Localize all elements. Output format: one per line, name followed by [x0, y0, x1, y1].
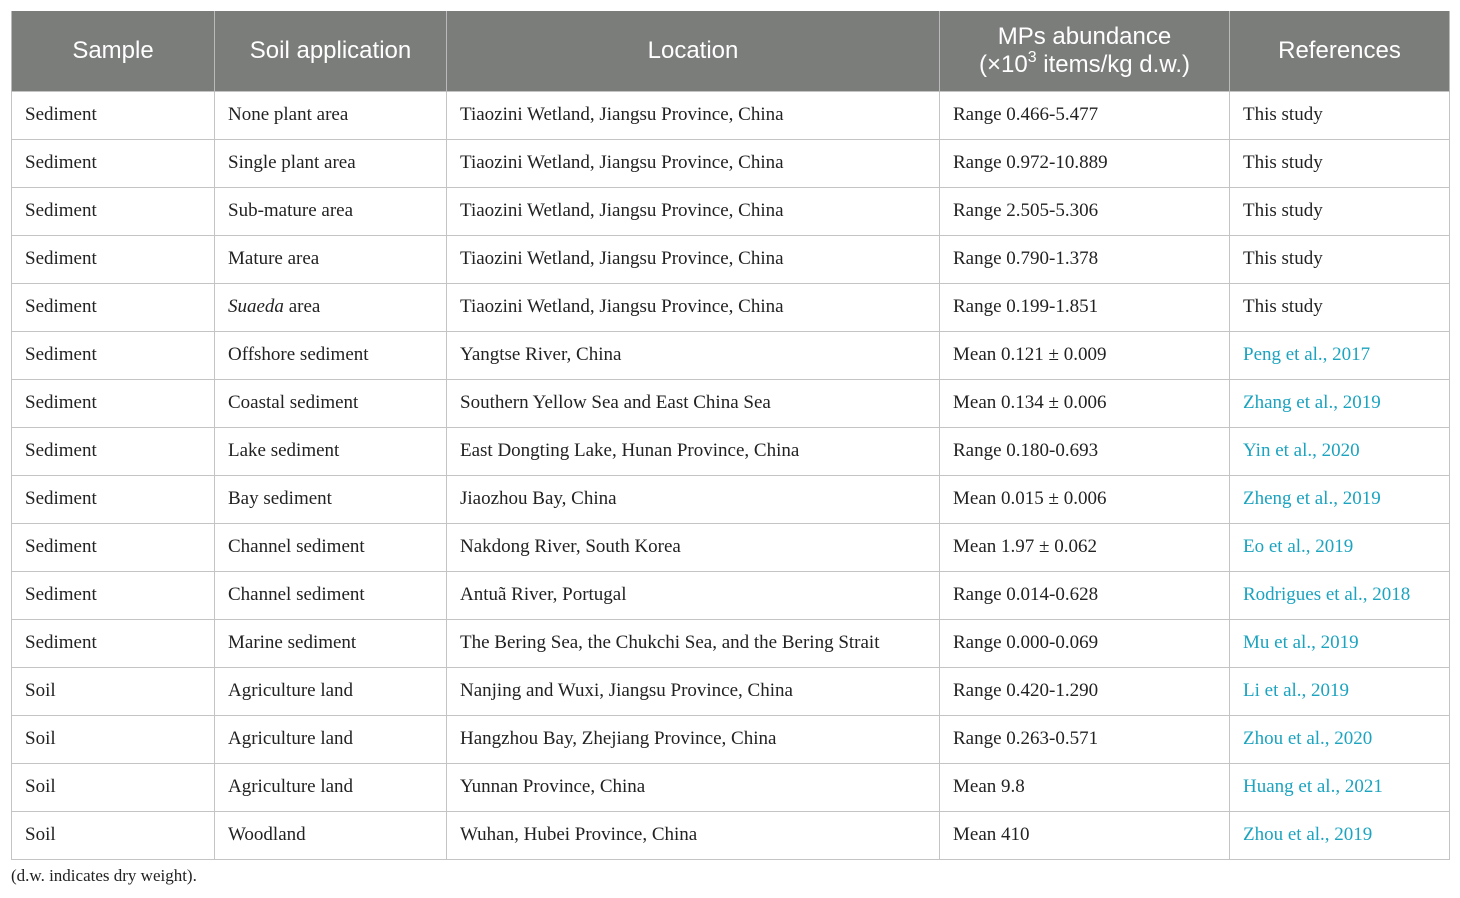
cell-soil-application-text: Lake sediment: [228, 440, 340, 461]
cell-soil-application-text: Agriculture land: [228, 728, 354, 749]
cell-sample: Sediment: [12, 187, 215, 235]
cell-soil-application: [215, 139, 447, 187]
cell-soil-application-text: Agriculture land: [228, 680, 354, 701]
cell-mps-abundance: Mean 0.121 ± 0.009: [940, 331, 1230, 379]
header-row: [12, 11, 1450, 91]
header-references: References: [1230, 11, 1450, 91]
table-footnote: (d.w. indicates dry weight).: [11, 866, 197, 885]
cell-soil-application-text: Offshore sediment: [228, 344, 369, 365]
cell-soil-application: [215, 331, 447, 379]
cell-soil-application-italic: Suaeda: [228, 296, 284, 317]
cell-sample: Sediment: [12, 139, 215, 187]
cell-soil-application-text: Coastal sediment: [228, 392, 359, 413]
table-row: [12, 619, 1450, 667]
table-row: [12, 475, 1450, 523]
table-row: [12, 763, 1450, 811]
cell-location: Tiaozini Wetland, Jiangsu Province, China: [447, 187, 940, 235]
cell-location: Southern Yellow Sea and East China Sea: [447, 379, 940, 427]
table-body: [12, 91, 1450, 859]
cell-sample: Soil: [12, 667, 215, 715]
cell-soil-application: [215, 427, 447, 475]
cell-sample: Soil: [12, 763, 215, 811]
cell-sample: Sediment: [12, 523, 215, 571]
cell-soil-application: [215, 379, 447, 427]
header-soil-application: Soil application: [215, 11, 447, 91]
cell-location: Jiaozhou Bay, China: [447, 475, 940, 523]
cell-soil-application: [215, 571, 447, 619]
header-abundance-line1: MPs abundance: [997, 22, 1172, 50]
cell-soil-application: [215, 283, 447, 331]
cell-reference: This study: [1230, 91, 1450, 139]
header-location: Location: [447, 11, 940, 91]
cell-soil-application: [215, 91, 447, 139]
table-row: [12, 139, 1450, 187]
reference-link[interactable]: Peng et al., 2017: [1230, 331, 1450, 379]
cell-soil-application-text: Bay sediment: [228, 488, 332, 509]
header-sample: Sample: [12, 11, 215, 91]
cell-location: Tiaozini Wetland, Jiangsu Province, China: [447, 235, 940, 283]
table-row: [12, 379, 1450, 427]
cell-reference: This study: [1230, 235, 1450, 283]
table-header: [12, 11, 1450, 91]
cell-sample: Sediment: [12, 91, 215, 139]
cell-soil-application-text: Mature area: [228, 248, 320, 269]
cell-mps-abundance: Range 0.972-10.889: [940, 139, 1230, 187]
cell-mps-abundance: Mean 0.015 ± 0.006: [940, 475, 1230, 523]
cell-location: Tiaozini Wetland, Jiangsu Province, China: [447, 139, 940, 187]
cell-location: Nakdong River, South Korea: [447, 523, 940, 571]
cell-sample: Sediment: [12, 235, 215, 283]
cell-soil-application-text: None plant area: [228, 104, 349, 125]
cell-mps-abundance: Range 0.466-5.477: [940, 91, 1230, 139]
table-row: [12, 523, 1450, 571]
cell-location: East Dongting Lake, Hunan Province, China: [447, 427, 940, 475]
cell-soil-application-text: Channel sediment: [228, 584, 365, 605]
cell-soil-application: [215, 763, 447, 811]
table-row: [12, 715, 1450, 763]
cell-reference: This study: [1230, 283, 1450, 331]
cell-mps-abundance: Mean 410: [940, 811, 1230, 859]
cell-soil-application-text: Channel sediment: [228, 536, 365, 557]
cell-soil-application-text: area: [283, 296, 321, 317]
cell-location: Hangzhou Bay, Zhejiang Province, China: [447, 715, 940, 763]
reference-link[interactable]: Rodrigues et al., 2018: [1230, 571, 1450, 619]
cell-mps-abundance: Mean 9.8: [940, 763, 1230, 811]
cell-soil-application: [215, 619, 447, 667]
cell-soil-application: [215, 475, 447, 523]
cell-mps-abundance: Range 2.505-5.306: [940, 187, 1230, 235]
reference-link[interactable]: Li et al., 2019: [1230, 667, 1450, 715]
cell-location: Yangtse River, China: [447, 331, 940, 379]
cell-soil-application: [215, 187, 447, 235]
table-row: [12, 187, 1450, 235]
cell-sample: Soil: [12, 811, 215, 859]
cell-soil-application: [215, 667, 447, 715]
table-row: [12, 283, 1450, 331]
header-abundance-unit-pre: (×10: [979, 50, 1028, 78]
cell-sample: Soil: [12, 715, 215, 763]
cell-soil-application-text: Sub-mature area: [228, 200, 354, 221]
cell-sample: Sediment: [12, 619, 215, 667]
cell-soil-application: [215, 235, 447, 283]
cell-mps-abundance: Mean 1.97 ± 0.062: [940, 523, 1230, 571]
cell-reference: This study: [1230, 187, 1450, 235]
cell-mps-abundance: Range 0.014-0.628: [940, 571, 1230, 619]
reference-link[interactable]: Mu et al., 2019: [1230, 619, 1450, 667]
reference-link[interactable]: Zheng et al., 2019: [1230, 475, 1450, 523]
cell-mps-abundance: Range 0.199-1.851: [940, 283, 1230, 331]
table-row: [12, 91, 1450, 139]
cell-mps-abundance: Mean 0.134 ± 0.006: [940, 379, 1230, 427]
header-abundance-exponent: 3: [1027, 48, 1037, 66]
cell-mps-abundance: Range 0.263-0.571: [940, 715, 1230, 763]
cell-reference: This study: [1230, 139, 1450, 187]
reference-link[interactable]: Zhou et al., 2019: [1230, 811, 1450, 859]
cell-soil-application: [215, 811, 447, 859]
cell-mps-abundance: Range 0.420-1.290: [940, 667, 1230, 715]
header-mps-abundance: [940, 11, 1230, 91]
cell-sample: Sediment: [12, 427, 215, 475]
cell-soil-application-text: Marine sediment: [228, 632, 357, 653]
cell-mps-abundance: Range 0.790-1.378: [940, 235, 1230, 283]
cell-sample: Sediment: [12, 379, 215, 427]
cell-soil-application-text: Agriculture land: [228, 776, 354, 797]
cell-location: Yunnan Province, China: [447, 763, 940, 811]
table-row: [12, 235, 1450, 283]
cell-location: The Bering Sea, the Chukchi Sea, and the Bering Strait: [447, 619, 940, 667]
cell-location: Nanjing and Wuxi, Jiangsu Province, China: [447, 667, 940, 715]
table-row: [12, 811, 1450, 859]
cell-mps-abundance: Range 0.000-0.069: [940, 619, 1230, 667]
cell-location: Tiaozini Wetland, Jiangsu Province, China: [447, 283, 940, 331]
header-abundance-unit-post: items/kg d.w.): [1036, 50, 1190, 78]
reference-link[interactable]: Huang et al., 2021: [1230, 763, 1450, 811]
cell-soil-application-text: Single plant area: [228, 152, 356, 173]
cell-location: Antuã River, Portugal: [447, 571, 940, 619]
cell-soil-application: [215, 715, 447, 763]
reference-link[interactable]: Zhang et al., 2019: [1230, 379, 1450, 427]
reference-link[interactable]: Eo et al., 2019: [1230, 523, 1450, 571]
data-table-container: [11, 11, 1449, 860]
table-row: [12, 331, 1450, 379]
table-row: [12, 427, 1450, 475]
cell-soil-application-text: Woodland: [228, 824, 306, 845]
cell-sample: Sediment: [12, 283, 215, 331]
cell-location: Tiaozini Wetland, Jiangsu Province, China: [447, 91, 940, 139]
cell-sample: Sediment: [12, 571, 215, 619]
cell-mps-abundance: Range 0.180-0.693: [940, 427, 1230, 475]
reference-link[interactable]: Zhou et al., 2020: [1230, 715, 1450, 763]
cell-sample: Sediment: [12, 475, 215, 523]
cell-sample: Sediment: [12, 331, 215, 379]
mps-abundance-table: [11, 11, 1450, 860]
table-row: [12, 571, 1450, 619]
table-row: [12, 667, 1450, 715]
cell-soil-application: [215, 523, 447, 571]
cell-location: Wuhan, Hubei Province, China: [447, 811, 940, 859]
reference-link[interactable]: Yin et al., 2020: [1230, 427, 1450, 475]
